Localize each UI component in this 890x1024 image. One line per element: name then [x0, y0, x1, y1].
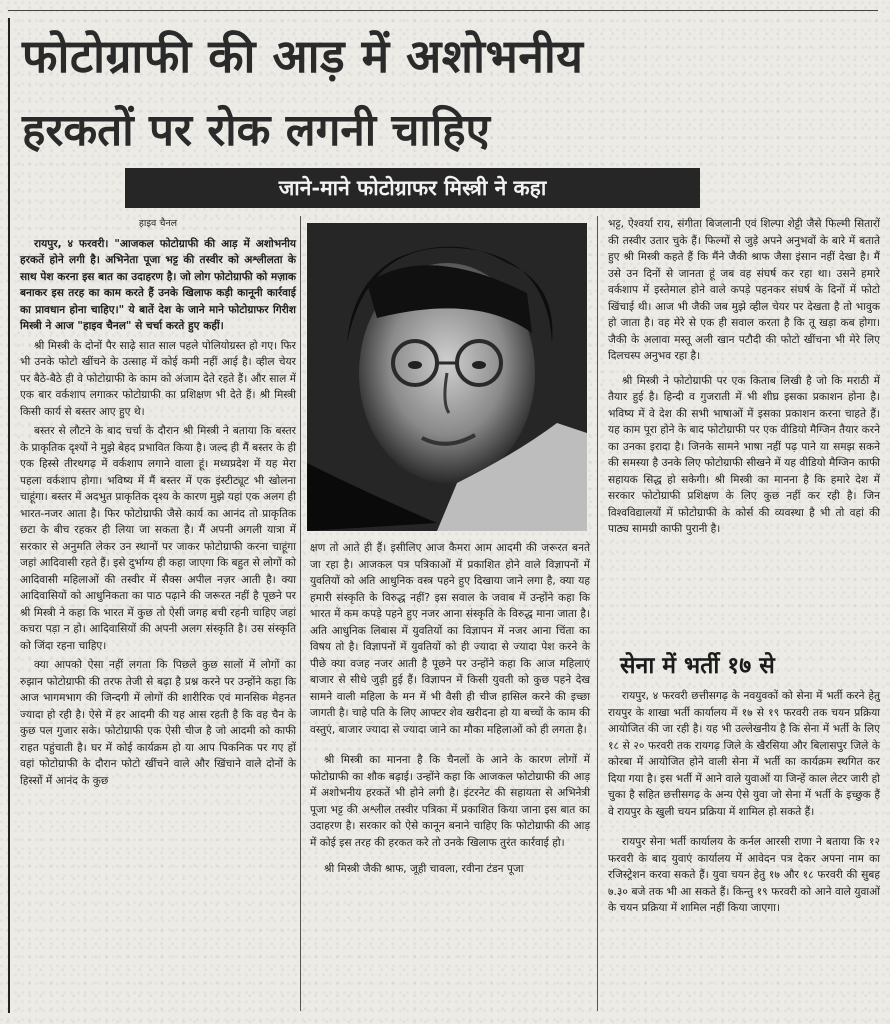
article-column-1: [20, 216, 296, 792]
paragraph: रायपुर, ४ फरवरी छत्तीसगढ़ के नवयुवकों को सेना में भर्ती करने हेतु रायपुर के शाखा भर्ती कार्यालय में १७ से १९ फरवरी तक चयन प्रक्रिया आयोजित की जा रही है। यह भी उल्लेखनीय है कि सेना में भर्ती के लिए १८ से २० फरवरी तक रायगढ़ जिले के खैरसिया और बिलासपुर जिले के कोरबा में आयोजित होने वाली सेना में भर्ती का कार्यक्रम स्थगित कर दिया गया है। इस भर्ती में आने वाले युवाओं या जिन्हें काल लेटर जारी हो चुका है सहित छत्तीसगढ़ के अन्य ऐसे युवा जो सेना में भर्ती के इच्छुक हैं वे रायपुर के खुली चयन प्रक्रिया में शामिल हो सकते हैं।: [608, 690, 880, 818]
top-rule: [8, 10, 878, 11]
paragraph: श्री मिस्त्री जैकी श्राफ, जूही चावला, रवीना टंडन पूजा: [324, 863, 524, 875]
paragraph: श्री मिस्त्री के दोनों पैर साढ़े सात साल पहले पोलियोग्रस्त हो गए। फिर भी उनके फोटो खींचने के उत्साह में कोई कमी नहीं आई है। व्हील चेयर पर बैठे-बैठे ही वे फोटोग्राफी के काम को अंजाम देते रहते हैं। और साल में एक बार वर्कशाप लगाकर फोटोग्राफी का प्रशिक्षण भी देते हैं। श्री मिस्त्री किसी कार्य से बस्तर आए हुए थे।: [20, 339, 296, 418]
paragraph: रायपुर सेना भर्ती कार्यालय के कर्नल आरसी राणा ने बताया कि १२ फरवरी के बाद युवाएं कार्यालय में आवेदन पत्र देकर अपना नाम का रजिस्ट्रेशन करवा सकते हैं। युवा चयन हेतु १७ और १८ फरवरी की सुबह ७.३० बजे तक भी आ सकते हैं। किन्तु १९ फरवरी को आने वाले युवाओं के चयन प्रक्रिया में शामिल नहीं किया जाएगा।: [608, 836, 880, 914]
paragraph: श्री मिस्त्री का मानना है कि चैनलों के आने के कारण लोगों में फोटोग्राफी का शौक बढ़ाई। उन्होंने कहा कि आजकल फोटोग्राफी की आड़ में अशोभनीय हरकतें भी होने लगी है। इंटरनेट की सहायता से अभिनेत्री पूजा भट्ट की अश्लील तस्वीर पत्रिका में प्रकाशित किया जाना इस बात का उदाहरण है। सरकार को ऐसे कानून बनाने चाहिए कि फोटोग्राफी की आड़ में कोई इस तरह की हरकत करे तो उनके खिलाफ तुरंत कार्रवाई हो।: [310, 754, 590, 849]
lead-paragraph: रायपुर, ४ फरवरी। "आजकल फोटोग्राफी की आड़ में अशोभनीय हरकतें होने लगी है। अभिनेता पूजा भट्ट की तस्वीर को अश्लीलता के साथ पेश करना इस बात का उदाहरण है। जो लोग फोटोग्राफी को मज़ाक बनाकर इस तरह का काम करते हैं उनके खिलाफ कड़ी कानूनी कार्रवाई का प्रावधान होना चाहिए।" ये बातें देश के जाने माने फोटोग्राफर गिरीश मिस्त्री ने आज "हाइव चैनल" से चर्चा करते हुए कहीं।: [20, 237, 296, 332]
paragraph: श्री मिस्त्री ने फोटोग्राफी पर एक किताब लिखी है जो कि मराठी में तैयार हुई है। हिन्दी व गुजराती में भी शीघ्र इसका प्रकाशन होना है। भविष्य में वे देश की सभी भाषाओं में इसका प्रकाशन करना चाहते हैं। यह काम पूरा होने के बाद फोटोग्राफी पर एक वीडियो मैग्जिन तैयार करने का उनका इरादा है। जिनके सामने भाषा नहीं पढ़ पाने या समझ सकने की समस्या है उनके लिए फोटोग्राफी सीखने में यह वीडियो मैग्जिन काफी सहायक सिद्ध हो सकेगी। श्री मिस्त्री का मानना है कि हमारे देश में सरकार फोटोग्राफी प्रशिक्षण के लिए कुछ नहीं कर रही है। जिन विश्वविद्यालयों में फोटोग्राफी के कोर्स की व्यवस्था है भी तो वहां की पाठ्य सामग्री काफी पुरानी है।: [608, 374, 880, 535]
left-rule: [8, 18, 10, 1013]
article-column-2: [310, 540, 590, 881]
paragraph: क्षण तो आते ही हैं। इसीलिए आज कैमरा आम आदमी की जरूरत बनते जा रहा है। आजकल पत्र पत्रिकाओं में प्रकाशित होने वाले विज्ञापनों में युवतियों को अति आधुनिक वस्त्र पहने हुए दिखाया जाने लगा है, क्या यह हमारी संस्कृति के विरुद्ध नहीं? इस सवाल के जवाब में उन्होंने कहा कि भारत में कम कपड़े पहने हुए नजर आना संस्कृति के विरुद्ध माना जाता है। अति आधुनिक लिबास में युवतियों का विज्ञापन में नजर आना चिंता का विषय तो है। विज्ञापनों में युवतियों को ही ज्यादा से ज्यादा पेश करने के पीछे क्या वजह नजर आती है पूछने पर उन्होंने कहा कि आज महिलाएं बाजार से सीधे जुड़ी हुई हैं। विज्ञापन में किसी युवती को कुछ पहने देख सामने वाली महिला के मन में भी वैसी ही चीज हासिल करने की इच्छा जागती है। चाहे पति के लिए आफ्टर शेव खरीदना हो या बच्चों के काम की वस्तुएं, बाजार ज्यादा से ज्यादा जाने का मौका महिलाओं को ही लगता है।: [310, 542, 590, 736]
headline-line-1: फोटोग्राफी की आड़ में अशोभनीय: [22, 29, 584, 83]
article-column-3: [608, 216, 880, 541]
section-headline: सेना में भर्ती १७ से: [620, 652, 775, 679]
column-divider: [597, 216, 598, 1011]
subheadline-bar: [125, 168, 700, 208]
paragraph: क्या आपको ऐसा नहीं लगता कि पिछले कुछ सालों में लोगों का रुझान फोटोग्राफी की तरफ तेजी से बढ़ा है प्रश्न करने पर उन्होंने कहा कि आज भागमभाग की जिन्दगी में लोगों की शारीरिक एवं मानसिक मेहनत ज्यादा हो रही है। ऐसे में हर आदमी की यह आस रहती है कि वह चैन के कुछ पल गुजार सके। फोटोग्राफी एक ऐसी चीज है जो आदमी को काफी राहत पहुंचाती है। घर में कोई कार्यक्रम हो या आप पिकनिक पर गए हों वहां फोटोग्राफी के दौरान फोटो खींचने वाले और खिंचाने वाले दोनों के हिस्सों में आनंद के कुछ: [20, 659, 296, 787]
headline-line-2: हरकतों पर रोक लगनी चाहिए: [22, 105, 490, 156]
photographer-portrait: [307, 223, 587, 531]
portrait-image: [307, 223, 587, 531]
subheadline: जाने-माने फोटोग्राफर मिस्त्री ने कहा: [278, 175, 547, 200]
column-divider: [300, 216, 301, 1011]
army-recruitment-article: [608, 688, 880, 920]
byline: हाइव चैनल: [138, 218, 178, 229]
paragraph: भट्ट, ऐश्वर्या राय, संगीता बिजलानी एवं शिल्पा शेट्टी जैसे फिल्मी सितारों की तस्वीर उतार चुके हैं। फिल्मों से जुड़े अपने अनुभवों के बारे में बताते हुए श्री मिस्त्री कहते हैं कि मैंने जैकी श्राफ जैसा इंसान नहीं देखा है। मैं उसे उन दिनों से जानता हूं जब वह संघर्ष कर रहा था। उसने हमारे वर्कशाप में इस्तेमाल होने वाले कपड़े पहनकर संघर्ष के दिनों में फोटो खिंचाई थी। आज भी जैकी जब मुझे व्हील चेयर पर देखता है तो भावुक हो जाता है। वह मेरे से एक ही सवाल करता है कि तू खड़ा कब होगा। जैकी के अलावा मस्तू अली खान पटौदी की फोटो खींचना भी मेरे लिए दिलचस्प अनुभव रहा है।: [608, 218, 880, 362]
paragraph: बस्तर से लौटने के बाद चर्चा के दौरान श्री मिस्त्री ने बताया कि बस्तर के प्राकृतिक दृश्यों ने मुझे बेहद प्रभावित किया है। जल्द ही मैं बस्तर के ही एक हिस्से तीरथगढ़ में वर्कशाप लगाने वाला हूं। मध्यप्रदेश में यह मेरा पहला वर्कशाप होगा। भविष्य में मैं बस्तर में एक इंस्टीट्यूट भी खोलना चाहूंगा। बस्तर में अदभुत प्राकृतिक दृश्य के कारण मुझे यहां एक अलग ही भारत-नजर आता है। फिर फोटोग्राफी जैसे कार्य का आनंद तो प्राकृतिक छटा के बीच रहकर ही लिया जा सकता है। मैं अपनी अगली यात्रा में सरकार से अनुमति लेकर उन स्थानों पर जाकर फोटोग्राफी करना चाहूंगा जहां आदिवासी रहते हैं। इसे दुर्भाग्य ही कहा जाएगा कि बहुत से लोगों को आदिवासी महिलाओं की तस्वीर में सैक्स अपील नज़र आती है। क्या आदिवासियों को आधुनिकता का पाठ पढ़ाने की जरूरत नहीं है पूछने पर श्री मिस्त्री ने कहा कि भारत में कुछ तो ऐसी जगह बची रहनी चाहिए जहां कचरा पड़ा न हो। आदिवासियों की अपनी अलग संस्कृति है। उस संस्कृति को जिंदा रहना चाहिए।: [20, 425, 296, 652]
